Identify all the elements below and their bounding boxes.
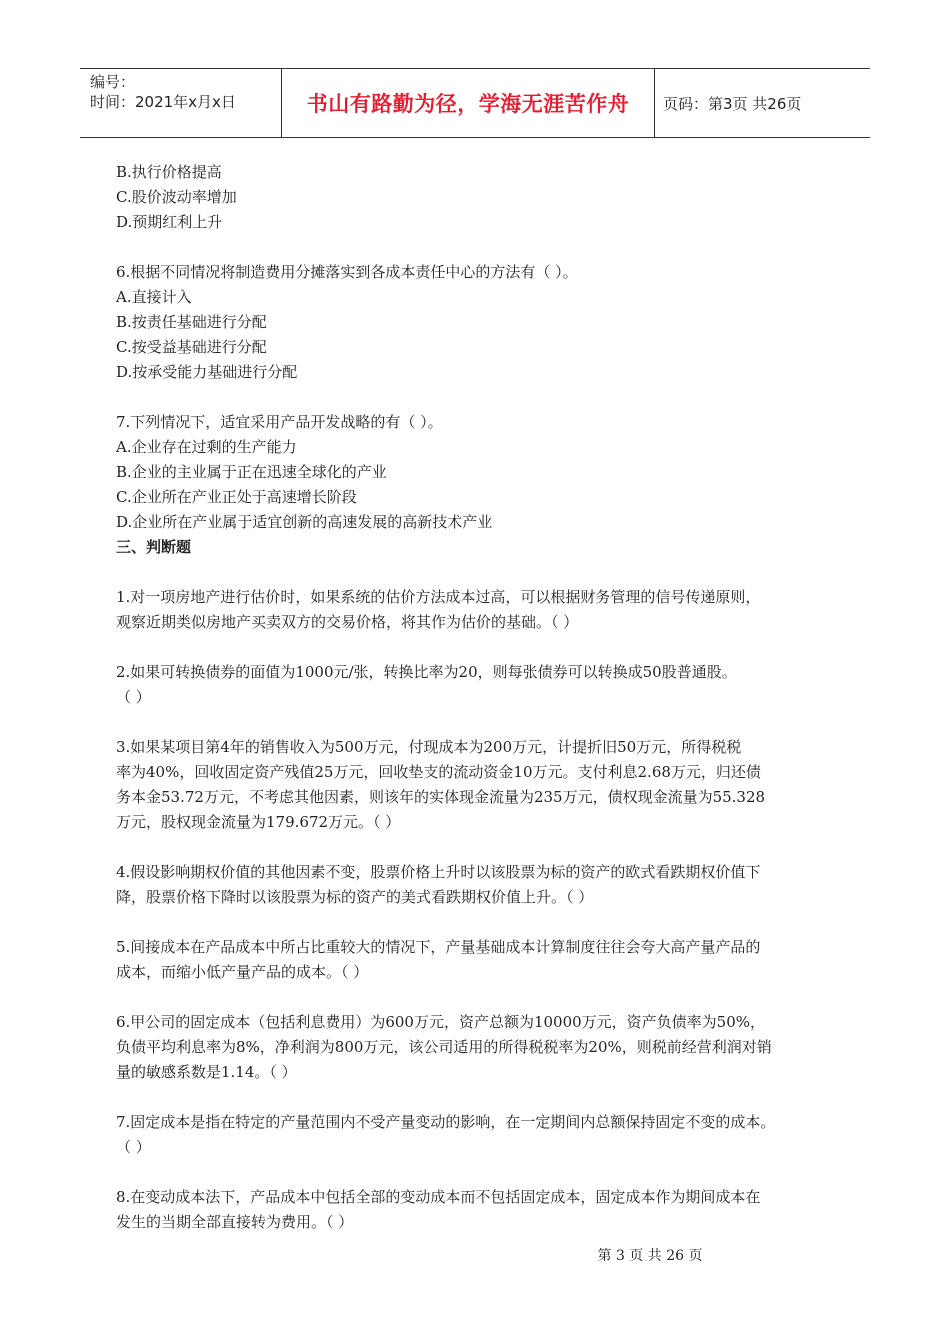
option-line: A.直接计入 — [116, 288, 192, 306]
number-label: 编号： — [90, 73, 136, 91]
option-line: C.股价波动率增加 — [116, 188, 237, 206]
option-line: B.按责任基础进行分配 — [116, 313, 267, 331]
judgment-line: 3.如果某项目第4年的销售收入为500万元，付现成本为200万元，计提折旧50万元，所得税税 — [116, 738, 742, 756]
header-motto: 书山有路勤为径，学海无涯苦作舟 — [281, 69, 655, 137]
page-footer — [0, 1245, 950, 1265]
judgment-line: 1.对一项房地产进行估价时，如果系统的估价方法成本过高，可以根据财务管理的信号传递原则， — [116, 588, 761, 606]
judgment-line: 务本金53.72万元，不考虑其他因素，则该年的实体现金流量为235万元，债权现金流量为55.328 — [116, 788, 766, 806]
option-line: C.企业所在产业正处于高速增长阶段 — [116, 488, 357, 506]
option-line: D.按承受能力基础进行分配 — [116, 363, 298, 381]
judgment-line: 成本，而缩小低产量产品的成本。（ ） — [116, 963, 369, 981]
judgment-line: 2.如果可转换债券的面值为1000元/张，转换比率为20，则每张债券可以转换成50股普通股。 — [116, 663, 737, 681]
judgment-line: 4.假设影响期权价值的其他因素不变，股票价格上升时以该股票为标的资产的欧式看跌期权价值下 — [116, 863, 761, 881]
judgment-line: 负债平均利息率为8%，净利润为800万元，该公司适用的所得税税率为20%，则税前经营利润对销 — [116, 1038, 772, 1056]
judgment-line: 发生的当期全部直接转为费用。（ ） — [116, 1213, 354, 1231]
judgment-line: 量的敏感系数是1.14。（ ） — [116, 1063, 297, 1081]
document-body — [116, 160, 856, 1235]
option-line: C.按受益基础进行分配 — [116, 338, 267, 356]
judgment-line: （ ） — [116, 688, 151, 706]
judgment-line: 7.固定成本是指在特定的产量范围内不受产量变动的影响，在一定期间内总额保持固定不变的成本。 — [116, 1113, 776, 1131]
judgment-line: 万元，股权现金流量为179.672万元。（ ） — [116, 813, 401, 831]
option-line: D.企业所在产业属于适宜创新的高速发展的高新技术产业 — [116, 513, 493, 531]
judgment-line: 6.甲公司的固定成本（包括利息费用）为600万元，资产总额为10000万元，资产负债率为50%， — [116, 1013, 766, 1031]
option-line: A.企业存在过剩的生产能力 — [116, 438, 297, 456]
option-line: D.预期红利上升 — [116, 213, 223, 231]
judgment-line: 5.间接成本在产品成本中所占比重较大的情况下，产量基础成本计算制度往往会夸大高产量产品的 — [116, 938, 761, 956]
judgment-line: （ ） — [116, 1138, 151, 1156]
option-line: B.企业的主业属于正在迅速全球化的产业 — [116, 463, 387, 481]
judgment-line: 率为40%，回收固定资产残值25万元，回收垫支的流动资金10万元。支付利息2.68万元，归还债 — [116, 763, 761, 781]
date-label: 时间：2021年x月x日 — [90, 93, 236, 111]
footer-page-number: 第 3 页 共 26 页 — [597, 1248, 703, 1264]
judgment-line: 观察近期类似房地产买卖双方的交易价格，将其作为估价的基础。（ ） — [116, 613, 579, 631]
header-page-info: 页码：第3页 共26页 — [663, 94, 802, 113]
option-line: B.执行价格提高 — [116, 163, 222, 181]
judgment-line: 降，股票价格下降时以该股票为标的资产的美式看跌期权价值上升。（ ） — [116, 888, 594, 906]
judgment-line: 8.在变动成本法下，产品成本中包括全部的变动成本而不包括固定成本，固定成本作为期间成本在 — [116, 1188, 761, 1206]
page-header — [80, 68, 870, 138]
section-title: 三、判断题 — [116, 538, 192, 556]
question-stem: 6.根据不同情况将制造费用分摊落实到各成本责任中心的方法有（ ）。 — [116, 263, 578, 281]
header-info — [80, 69, 280, 137]
question-stem: 7.下列情况下，适宜采用产品开发战略的有（ ）。 — [116, 413, 443, 431]
